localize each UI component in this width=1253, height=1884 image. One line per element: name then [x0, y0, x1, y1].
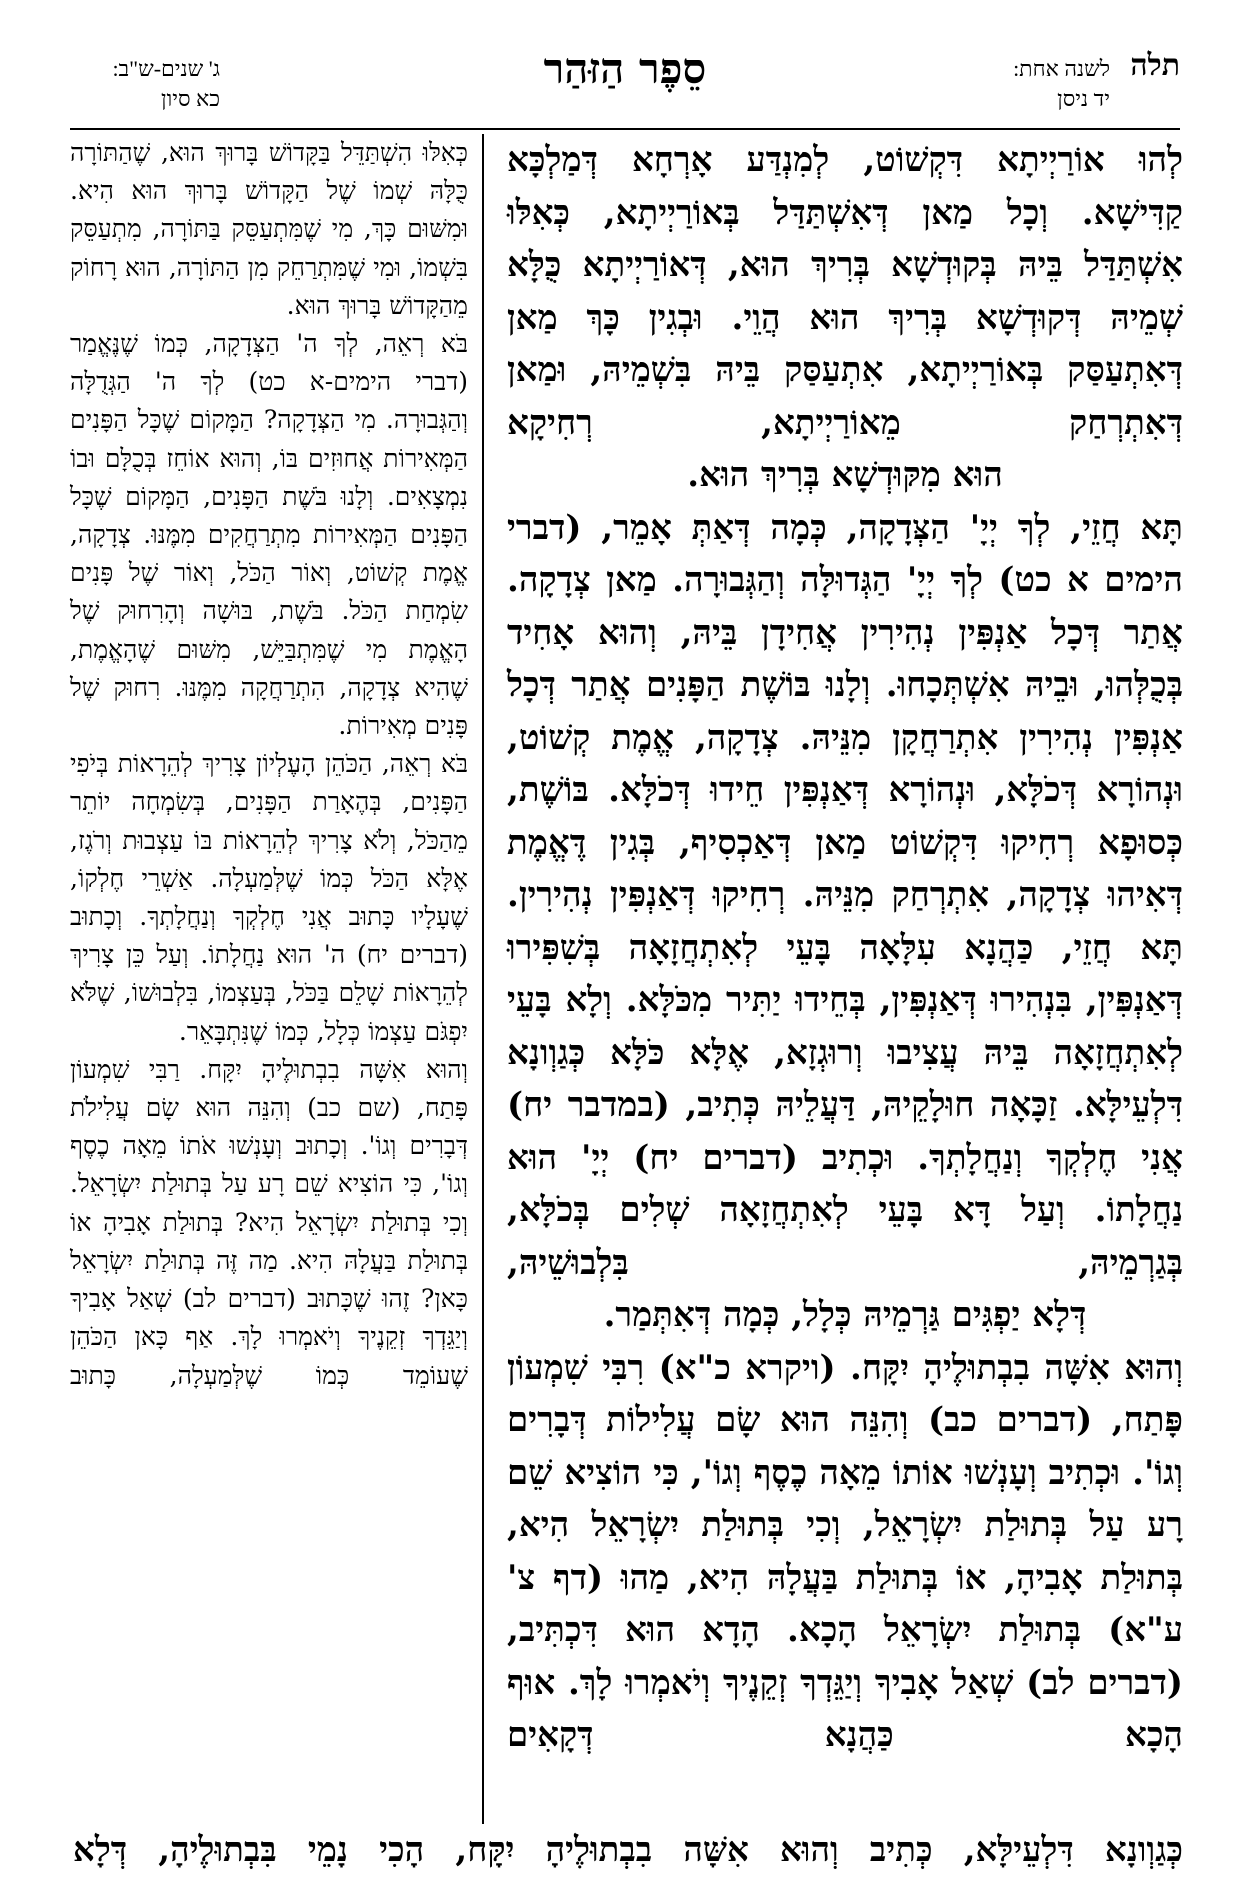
main-paragraph-2: תָּא חֲזֵי, לְךָ יְיָ' הַצְּדָקָה, כְּמָה דְּאַתְּ אָמֵר, (דברי הימים א כט) לְךָ יְיָ' הַגְּדוּלָּה וְהַגְּבוּרָה. מַאן צְדָקָה. אֲתַר דְּכָל אַנְפִּין נְהִירִין אֲחִידָן בֵּיהּ, וְהוּא אָחִיד בְּכֻלְּהוּ, וּבֵיהּ אִשְׁתְּכָחוּ. וְלָנוּ בּוֹשֶׁת הַפָּנִים אֲתַר דְּכָל אַנְפִּין נְהִירִין אִתְרַחֲקָן מִנֵּיהּ. צְדָקָה, אֱמֶת קְשׁוֹט, וּנְהוֹרָא דְּכֹלָּא, וּנְהוֹרָא דְּאַנְפִּין חֵידוּ דְּכֹלָּא. בּוֹשֶׁת, כְּסוּפָא רְחִיקוּ דִּקְשׁוֹט מַאן דְּאַכְסִיף, בְּגִין דֶּאֱמֶת דְּאִיהוּ צְדָקָה, אִתְרְחַק מִנֵּיהּ. רְחִיקוּ דְּאַנְפִּין נְהִירִין. — [507, 507, 1183, 915]
cycle-left-label: ג' שנים-ש"ב: — [112, 56, 220, 81]
cycle-left-date: כא סיון — [161, 86, 220, 111]
running-header — [70, 44, 1180, 128]
main-paragraph-3: תָּא חֲזֵי, כַּהֲנָא עִלָּאָה בָּעֵי לְאִתְחֲזָאָה בְּשִׁפִּירוּ דְּאַנְפִּין, בִּנְהִירוּ דְּאַנְפִּין, בְּחֵידוּ יַתִּיר מִכֹּלָּא. וְלָא בָּעֵי לְאִתְחֲזָאָה בֵּיהּ עֲצִיבוּ וְרוּגְזָא, אֶלָּא כֹּלָּא כְּגַוְונָא דִּלְעֵילָּא. זַכָּאָה חוּלָקֵיהּ, דַּעֲלֵיהּ כְּתִיב, (במדבר יח) אֲנִי חֶלְקְךָ וְנַחֲלָתְךָ. וּכְתִיב (דברים יח) יְיָ' הוּא נַחֲלָתוֹ. וְעַל דָּא בָּעֵי לְאִתְחֲזָאָה שְׁלִים בְּכֹלָּא, בְּגַרְמֵיהּ, בִּלְבוּשֵׁיהּ, — [507, 927, 1183, 1283]
page-number: תלה — [1130, 48, 1180, 83]
side-paragraph-2: בֹּא רְאֵה, לְךָ ה' הַצְּדָקָה, כְּמוֹ שֶׁנֶּאֱמַר (דברי הימים-א כט) לְךָ ה' הַגְּדֻלָּה וְהַגְּבוּרָה. מִי הַצְּדָקָה? הַמָּקוֹם שֶׁכָּל הַפָּנִים הַמְּאִירוֹת אֲחוּזִים בּוֹ, וְהוּא אוֹחֵז בְּכֻלָּם וּבוֹ נִמְצָאִים. וְלָנוּ בֹּשֶׁת הַפָּנִים, הַמָּקוֹם שֶׁכָּל הַפָּנִים הַמְּאִירוֹת מִתְרַחֲקִים מִמֶּנּוּ. צְדָקָה, אֱמֶת קְשׁוֹט, וְאוֹר הַכֹּל, וְאוֹר שֶׁל פָּנִים שִׂמְחַת הַכֹּל. בֹּשֶׁת, בּוּשָׁה וְהָרִחוּק שֶׁל הָאֱמֶת מִי שֶׁמִּתְבַּיֵּשׁ, מִשּׁוּם שֶׁהָאֱמֶת, שֶׁהִיא צְדָקָה, הִתְרַחֲקָה מִמֶּנּוּ. רִחוּק שֶׁל פָּנִים מְאִירוֹת. — [70, 329, 468, 741]
main-paragraph-1-end: הוּא מִקּוּדְשָׁא בְּרִיךְ הוּא. — [687, 455, 1003, 495]
side-paragraph-4: וְהוּא אִשָּׁה בִבְתוּלֶיהָ יִקָּח. רַבִּי שִׁמְעוֹן פָּתַח, (שם כב) וְהִנֵּה הוּא שָׂם עֲלִילֹת דְּבָרִים וְגוֹ'. וְכָתוּב וְעָנְשׁוּ אֹתוֹ מֵאָה כֶסֶף וְגוֹ', כִּי הוֹצִיא שֵׁם רָע עַל בְּתוּלַת יִשְׂרָאֵל. וְכִי בְּתוּלַת יִשְׂרָאֵל הִיא? בְּתוּלַת אָבִיהָ אוֹ בְּתוּלַת בַּעֲלָהּ הִיא. מַה זֶּה בְּתוּלַת יִשְׂרָאֵל כָּאן? זֶהוּ שֶׁכָּתוּב (דברים לב) שְׁאַל אָבִיךָ וְיַגֵּדְךָ זְקֵנֶיךָ וְיֹאמְרוּ לָךְ. אַף כָּאן הַכֹּהֵן שֶׁעוֹמֵד כְּמוֹ שֶׁלְּמַעְלָה, כָּתוּב — [70, 1054, 468, 1390]
column-divider — [482, 134, 484, 1824]
main-paragraph-1: לְהוּ אוֹרַיְיתָא דִּקְשׁוֹט, לְמִנְדַּע אָרְחָא דְּמַלְכָּא קַדִּישָׁא. וְכָל מַאן דְּאִשְׁתַּדַּל בְּאוֹרַיְיתָא, כְּאִלּוּ אִשְׁתַּדַּל בֵּיהּ בְּקוּדְשָׁא בְּרִיךְ הוּא, דְּאוֹרַיְיתָא כֻּלָּא שְׁמֵיהּ דְּקוּדְשָׁא בְּרִיךְ הוּא הֲוֵי. וּבְגִין כָּךְ מַאן דְּאִתְעַסַּק בְּאוֹרַיְיתָא, אִתְעַסַּק בֵּיהּ בִּשְׁמֵיהּ, וּמַאן דְּאִתְרְחַק מֵאוֹרַיְיתָא, רְחִיקָא — [507, 140, 1183, 443]
bottom-full-width-line: כְּגַוְונָא דִּלְעֵילָּא, כְּתִיב וְהוּא אִשָּׁה בִבְתוּלֶיהָ יִקָּח, הָכִי נָמֵי בִּבְתוּלֶיהָ, דְּלָא — [73, 1830, 1183, 1870]
aramaic-column — [507, 134, 1183, 1824]
hebrew-translation-column — [70, 134, 468, 1824]
header-rule — [70, 128, 1180, 130]
cycle-right-date: יד ניסן — [1057, 86, 1110, 111]
cycle-left — [70, 54, 220, 114]
side-paragraph-1: כְּאִלּוּ הִשְׁתַּדֵּל בַּקָּדוֹשׁ בָּרוּךְ הוּא, שֶׁהַתּוֹרָה כֻּלָּהּ שְׁמוֹ שֶׁל הַקָּדוֹשׁ בָּרוּךְ הוּא הִיא. וּמִשּׁוּם כָּךְ, מִי שֶׁמִּתְעַסֵּק בַּתּוֹרָה, מִתְעַסֵּק בִּשְׁמוֹ, וּמִי שֶׁמִּתְרַחֵק מִן הַתּוֹרָה, הוּא רָחוֹק מֵהַקָּדוֹשׁ בָּרוּךְ הוּא. — [70, 138, 468, 320]
book-title: סֵפֶר הַזּהַר — [543, 44, 707, 93]
main-paragraph-4: וְהוּא אִשָּׁה בִבְתוּלֶיהָ יִקָּח. (ויקרא כ"א) רִבִּי שִׁמְעוֹן פָּתַח, (דברים כב) וְהִנֵּה הוּא שָׂם עֲלִילוֹת דְּבָרִים וְגוֹ'. וּכְתִיב וְעָנְשׁוּ אוֹתוֹ מֵאָה כֶסֶף וְגוֹ', כִּי הוֹצִיא שֵׁם רָע עַל בְּתוּלַת יִשְׂרָאֵל, וְכִי בְּתוּלַת יִשְׂרָאֵל הִיא, בְּתוּלַת אָבִיהָ, אוֹ בְּתוּלַת בַּעֲלָהּ הִיא, מַהוּ (דף צ' ע"א) בְּתוּלַת יִשְׂרָאֵל הָכָא. הָדָא הוּא דִּכְתִּיב, (דברים לב) שְׁאַל אָבִיךָ וְיַגֵּדְךָ זְקֵנֶיךָ וְיֹאמְרוּ לָךְ. אוּף הָכָא כַּהֲנָא דְּקָאִים — [507, 1347, 1183, 1755]
side-paragraph-3: בֹּא רְאֵה, הַכֹּהֵן הָעֶלְיוֹן צָרִיךְ לְהֵרָאוֹת בְּיֹפִי הַפָּנִים, בְּהֶאָרַת הַפָּנִים, בְּשִׂמְחָה יוֹתֵר מֵהַכֹּל, וְלֹא צָרִיךְ לְהֵרָאוֹת בּוֹ עַצְבוּת וְרֹגֶז, אֶלָּא הַכֹּל כְּמוֹ שֶׁלְּמַעְלָה. אַשְׁרֵי חֶלְקוֹ, שֶׁעָלָיו כָּתוּב אֲנִי חֶלְקְךָ וְנַחֲלָתְךָ. וְכָתוּב (דברים יח) ה' הוּא נַחֲלָתוֹ. וְעַל כֵּן צָרִיךְ לְהֵרָאוֹת שָׁלֵם בַּכֹּל, בְּעַצְמוֹ, בִּלְבוּשׁוֹ, שֶׁלֹּא יִפְגֹּם עַצְמוֹ כְּלָל, כְּמוֹ שֶׁנִּתְבָּאֵר. — [70, 749, 468, 1046]
cycle-right-label: לשנה אחת: — [1013, 56, 1110, 81]
main-paragraph-3-end: דְּלָא יַפְגִּים גַּרְמֵיהּ כְּלָל, כְּמָה דְּאִתְּמַר. — [603, 1295, 1087, 1335]
